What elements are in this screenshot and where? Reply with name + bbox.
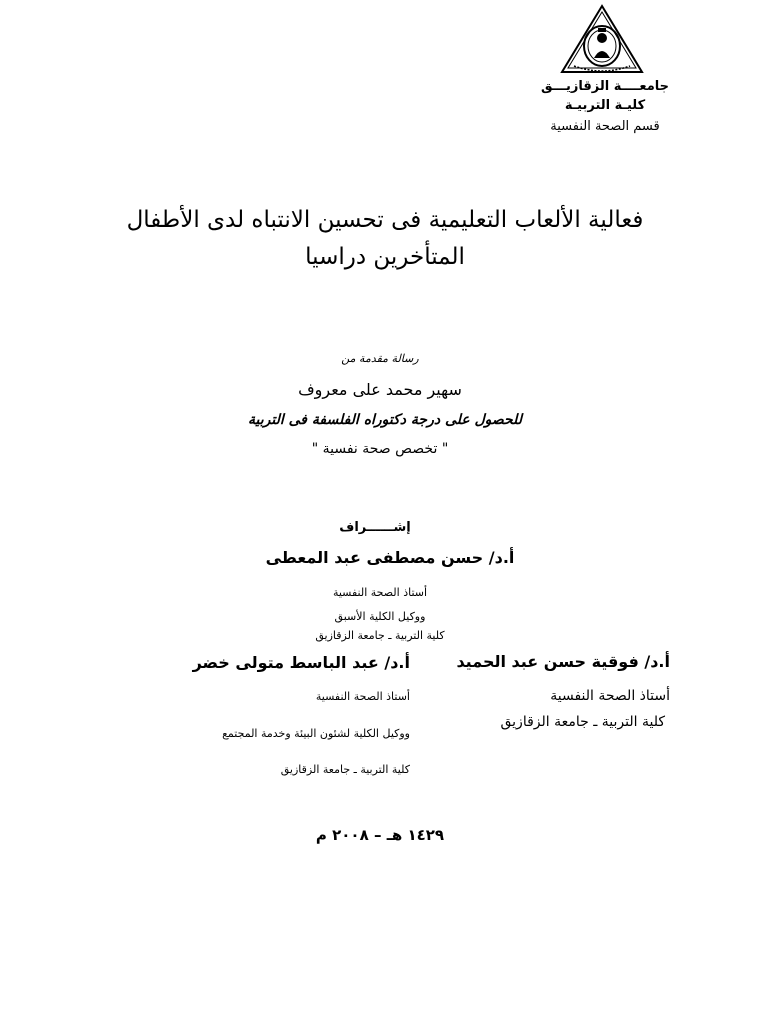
third-supervisor-role-2: كلية التربية ـ جامعة الزقازيق xyxy=(500,714,665,730)
main-supervisor-role-3: كلية التربية ـ جامعة الزقازيق xyxy=(315,629,445,642)
third-supervisor-name: أ.د/ فوقية حسن عبد الحميد xyxy=(456,652,670,671)
faculty-name: كليـة التربيـة xyxy=(564,98,646,113)
thesis-title-line-2: المتأخرين دراسيا xyxy=(305,244,465,270)
degree-statement: للحصول على درجة دكتوراه الفلسفة فى التربية xyxy=(248,412,522,428)
thesis-title-line-1: فعالية الألعاب التعليمية فى تحسين الانتباه لدى الأطفال xyxy=(126,207,644,233)
second-supervisor-name: أ.د/ عبد الباسط متولى خضر xyxy=(192,653,410,672)
supervision-heading: إشــــــراف xyxy=(339,520,411,535)
thesis-date: ١٤٢٩ هـ – ٢٠٠٨ م xyxy=(315,826,445,844)
third-supervisor-role-1: أستاذ الصحة النفسية xyxy=(550,688,670,704)
specialization: " تخصص صحة نفسية " xyxy=(311,441,449,457)
second-supervisor-role-1: أستاذ الصحة النفسية xyxy=(315,690,410,703)
main-supervisor-role-1: أستاذ الصحة النفسية xyxy=(332,586,428,599)
second-supervisor-role-3: كلية التربية ـ جامعة الزقازيق xyxy=(280,763,410,776)
second-supervisor-role-2: ووكيل الكلية لشئون البيئة وخدمة المجتمع xyxy=(222,727,410,740)
main-supervisor-name: أ.د/ حسن مصطفى عبد المعطى xyxy=(265,548,515,567)
university-seal-icon xyxy=(560,4,644,74)
submitted-by-label: رسالة مقدمة من xyxy=(341,352,419,365)
main-supervisor-role-2: ووكيل الكلية الأسبق xyxy=(334,610,426,623)
university-name: جامعــــة الزقازيـــق xyxy=(540,79,670,94)
department-name: قسم الصحة النفسية xyxy=(550,119,660,134)
author-name: سهير محمد على معروف xyxy=(298,380,462,399)
